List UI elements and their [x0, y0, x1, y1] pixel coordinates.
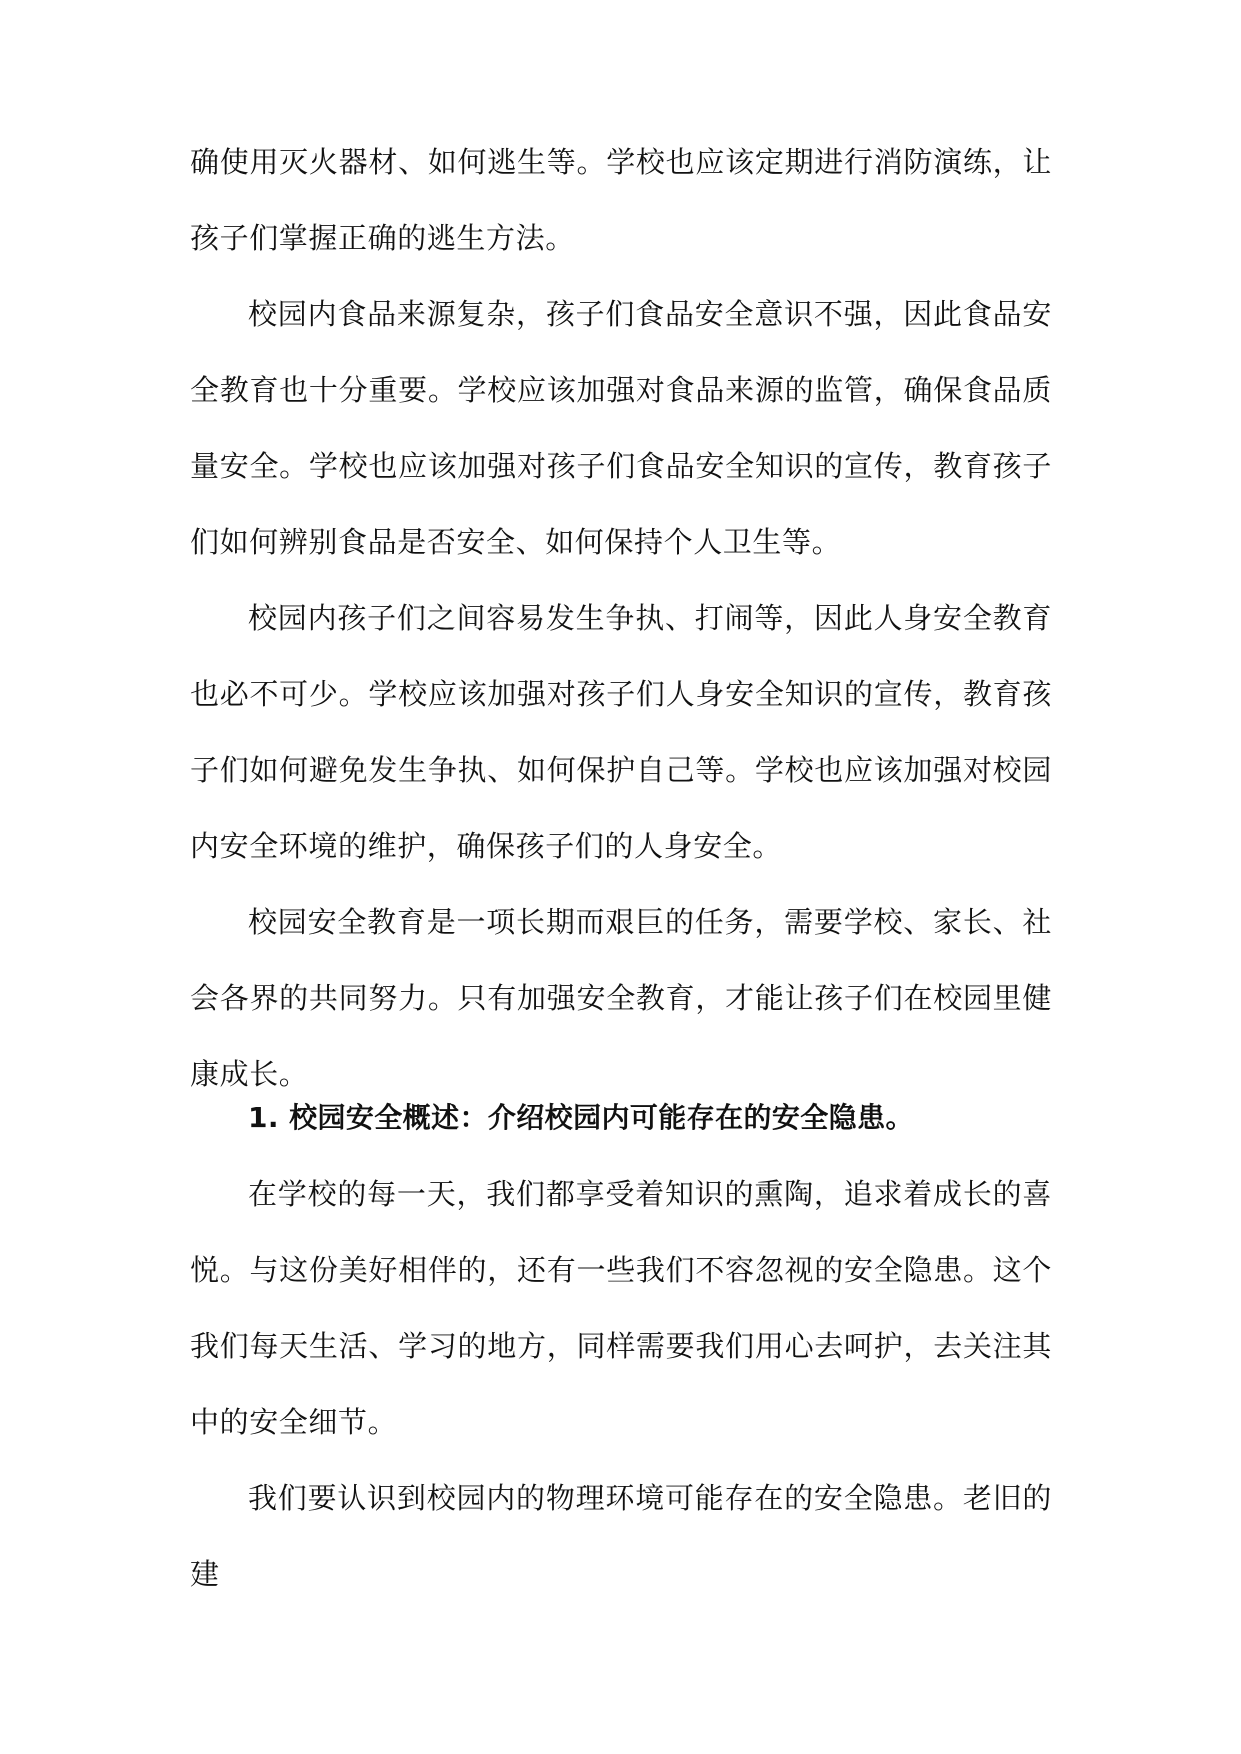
paragraph-physical-environment: 我们要认识到校园内的物理环境可能存在的安全隐患。老旧的建 [190, 1481, 1052, 1591]
paragraph-fire-safety-continued: 确使用灭火器材、如何逃生等。学校也应该定期进行消防演练，让孩子们掌握正确的逃生方法。 [190, 145, 1052, 255]
paragraph-section-intro: 在学校的每一天，我们都享受着知识的熏陶，追求着成长的喜悦。与这份美好相伴的，还有一些我们不容忽视的安全隐患。这个我们每天生活、学习的地方，同样需要我们用心去呵护，去关注其中的安全细节。 [190, 1177, 1052, 1439]
body-text-lower [190, 1080, 1052, 1612]
paragraph-personal-safety: 校园内孩子们之间容易发生争执、打闹等，因此人身安全教育也必不可少。学校应该加强对孩子们人身安全知识的宣传，教育孩子们如何避免发生争执、如何保护自己等。学校也应该加强对校园内安全环境的维护，确保孩子们的人身安全。 [190, 601, 1052, 863]
paragraph-conclusion: 校园安全教育是一项长期而艰巨的任务，需要学校、家长、社会各界的共同努力。只有加强安全教育，才能让孩子们在校园里健康成长。 [190, 905, 1052, 1091]
section-heading: 1. 校园安全概述：介绍校园内可能存在的安全隐患。 [248, 1101, 914, 1134]
body-text-upper [190, 124, 1052, 1112]
paragraph-food-safety: 校园内食品来源复杂，孩子们食品安全意识不强，因此食品安全教育也十分重要。学校应该加强对食品来源的监管，确保食品质量安全。学校也应该加强对孩子们食品安全知识的宣传，教育孩子们如何辨别食品是否安全、如何保持个人卫生等。 [190, 297, 1052, 559]
